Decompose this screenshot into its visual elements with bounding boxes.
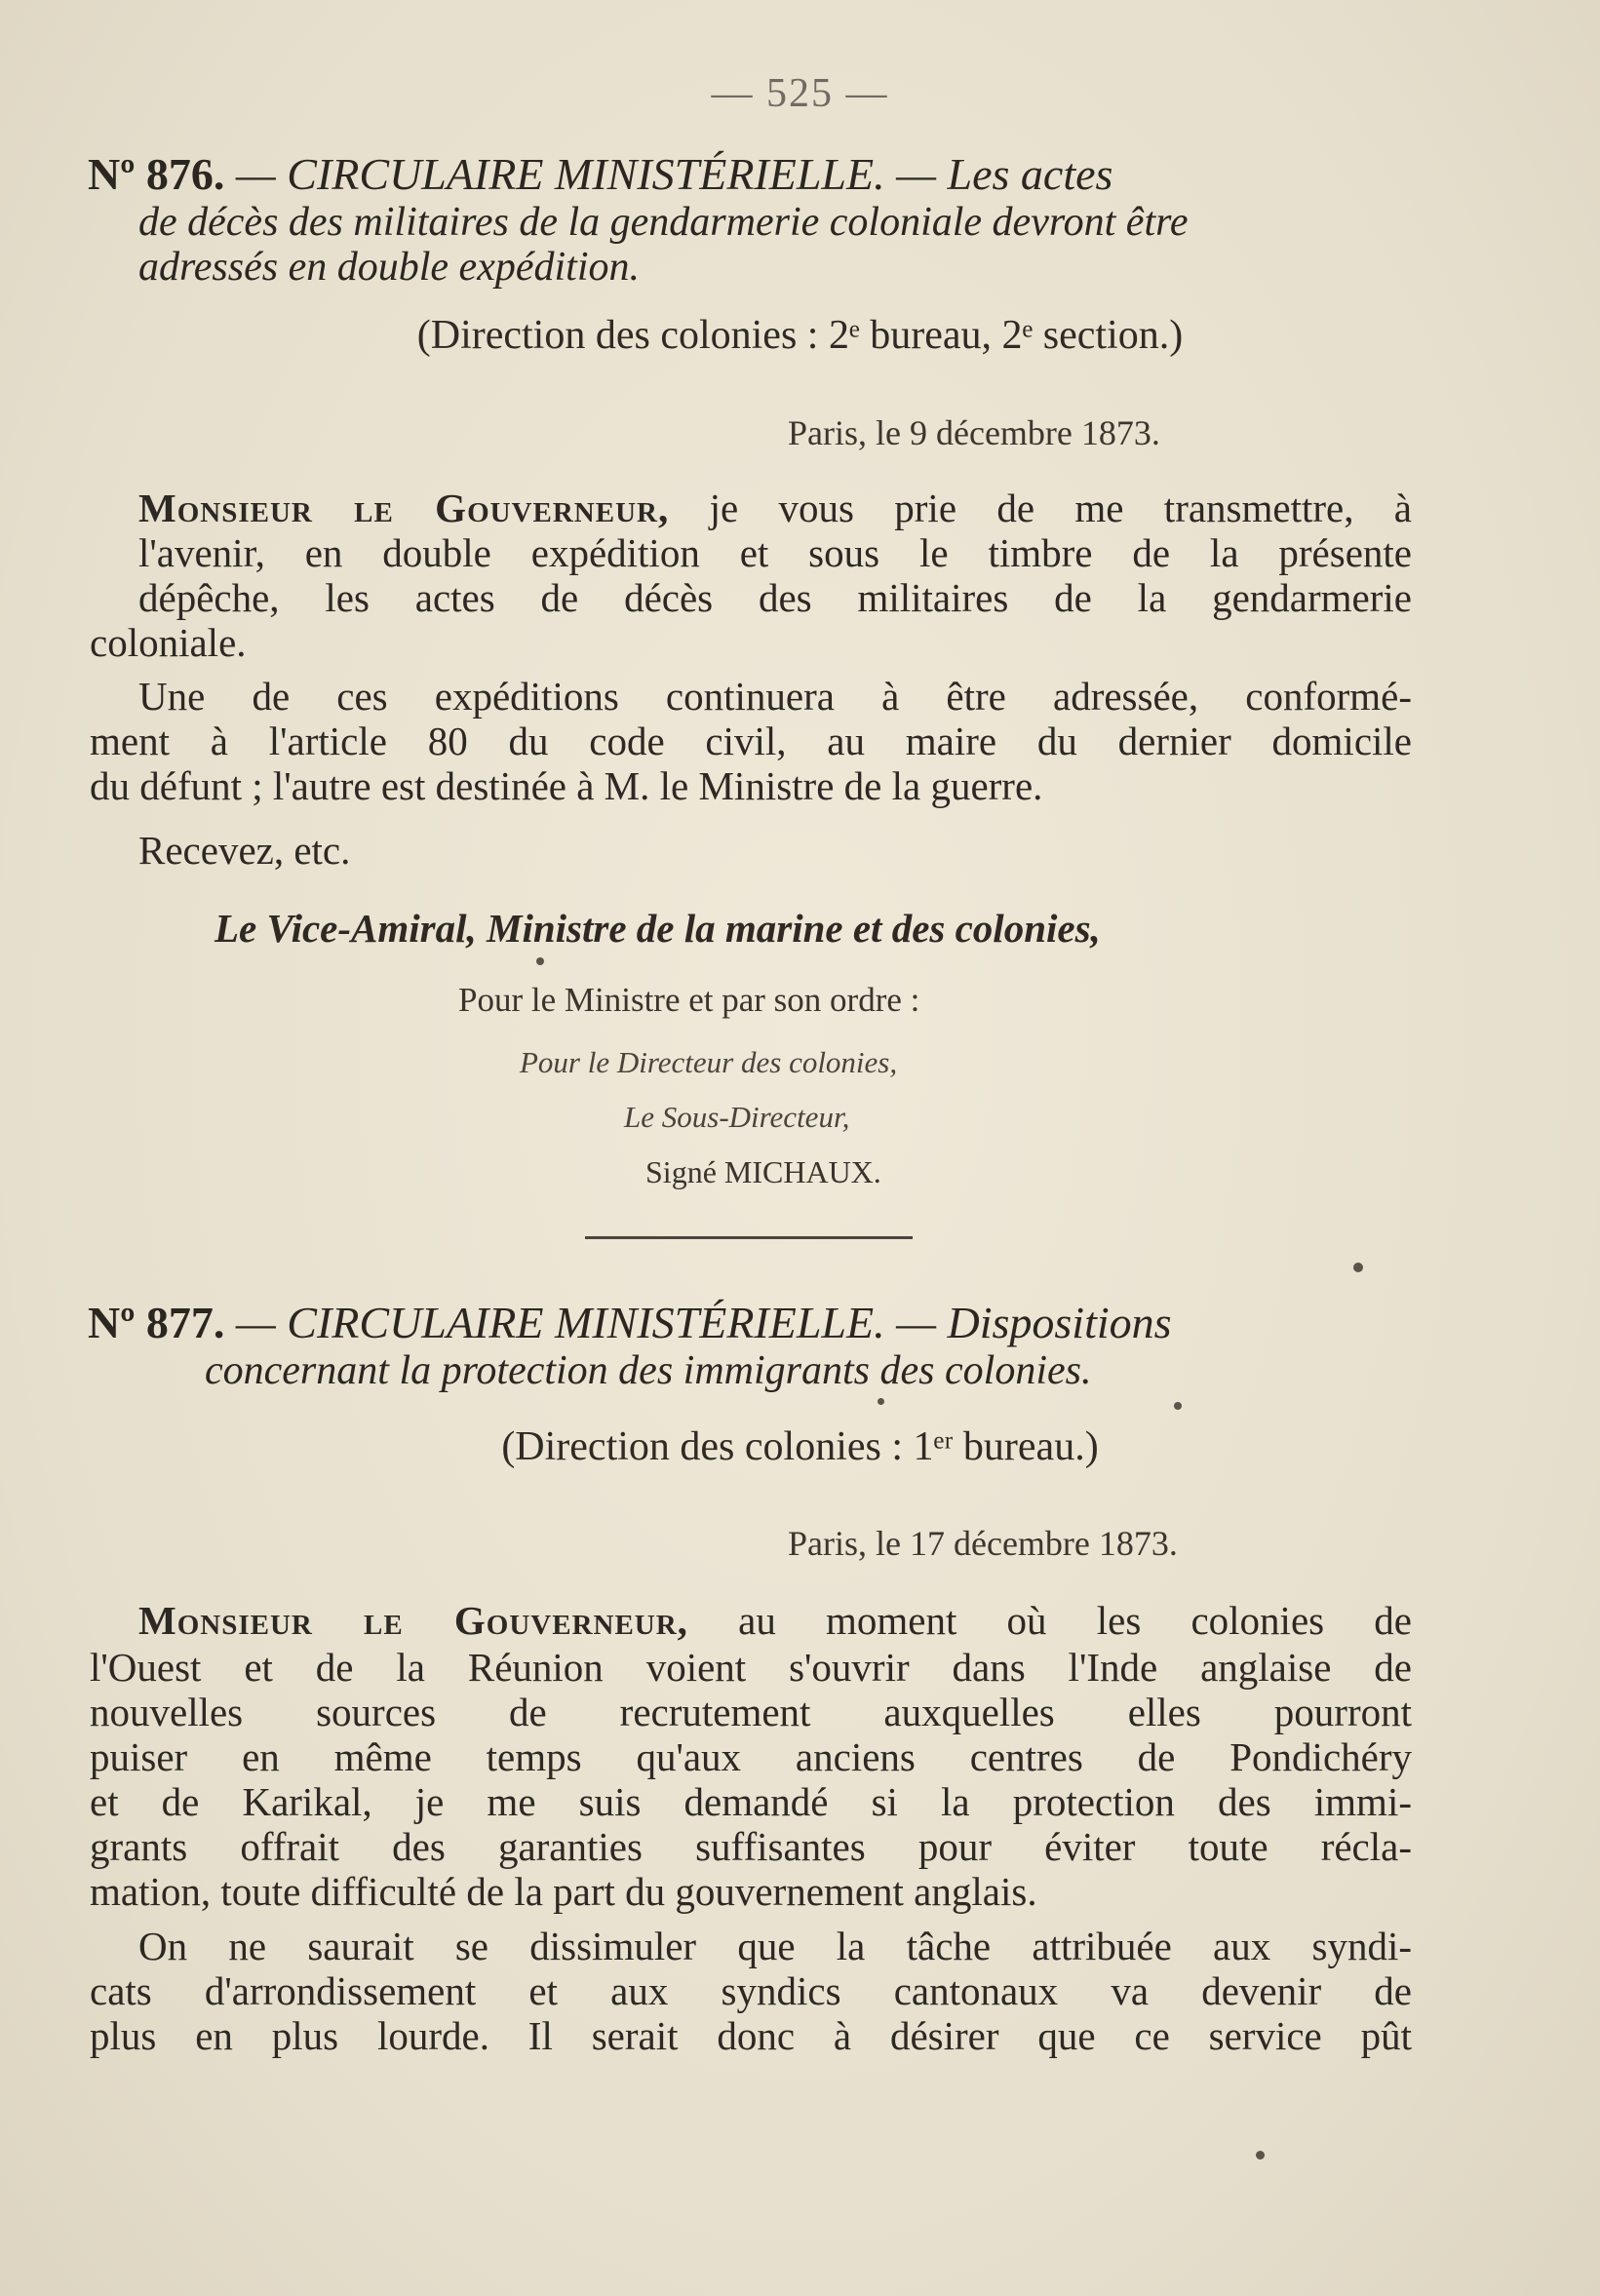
signature-minister: Le Vice-Amiral, Ministre de la marine et des colonies, bbox=[215, 906, 1101, 951]
entry-876-direction: (Direction des colonies : 2ᵉ bureau, 2ᵉ section.) bbox=[416, 313, 1184, 358]
page-number: — 525 — bbox=[711, 71, 889, 116]
entry-877-title-line2: concernant la protection des immigrants des colonies. bbox=[205, 1348, 1092, 1393]
entry-877-p1-line7: mation, toute difficulté de la part du gouvernement anglais. bbox=[90, 1869, 1037, 1914]
entry-876-p2-line1: Une de ces expéditions continuera à être adressée, conformé- bbox=[138, 674, 1412, 719]
entry-877-p1-line5: et de Karikal, je me suis demandé si la protection des immi- bbox=[90, 1779, 1412, 1824]
entry-877-p1-line4: puiser en même temps qu'aux anciens centres de Pondichéry bbox=[90, 1734, 1412, 1779]
ink-speck bbox=[1256, 2151, 1265, 2160]
entry-876-salutation: Monsieur le Gouverneur, bbox=[138, 486, 670, 530]
entry-877-p2-line2: cats d'arrondissement et aux syndics cantonaux va devenir de bbox=[90, 1968, 1412, 2013]
section-divider bbox=[585, 1236, 913, 1239]
signature-name: Signé MICHAUX. bbox=[645, 1154, 881, 1189]
entry-876-number: Nº 876. bbox=[88, 149, 225, 199]
entry-877-salutation: Monsieur le Gouverneur, bbox=[138, 1598, 688, 1643]
entry-877-p1-line1 bbox=[138, 1597, 1412, 1644]
ink-speck bbox=[1174, 1402, 1182, 1410]
entry-876-p1-line1-text: je vous prie de me transmettre, à bbox=[709, 486, 1412, 530]
signature-subdirector: Le Sous-Directeur, bbox=[624, 1100, 850, 1134]
entry-877-p1-line6: grants offrait des garanties suffisantes pour éviter toute récla- bbox=[90, 1824, 1412, 1869]
ink-speck bbox=[1353, 1263, 1363, 1272]
signature-order: Pour le Ministre et par son ordre : bbox=[458, 981, 920, 1019]
entry-877-p2-line3: plus en plus lourde. Il serait donc à désirer que ce service pût bbox=[90, 2013, 1412, 2058]
entry-876-title-line3: adressés en double expédition. bbox=[138, 245, 640, 290]
entry-876-date: Paris, le 9 décembre 1873. bbox=[788, 413, 1160, 452]
entry-877-number: Nº 877. bbox=[88, 1298, 225, 1347]
ink-speck bbox=[536, 957, 544, 965]
entry-876-p2-line3: du défunt ; l'autre est destinée à M. le Ministre de la guerre. bbox=[90, 763, 1043, 808]
signature-director: Pour le Directeur des colonies, bbox=[520, 1045, 898, 1079]
entry-876-p1-line4: coloniale. bbox=[90, 620, 247, 665]
entry-876-p1-line2: l'avenir, en double expédition et sous le timbre de la présente bbox=[138, 530, 1412, 575]
entry-877-direction: (Direction des colonies : 1ᵉʳ bureau.) bbox=[501, 1424, 1099, 1469]
entry-876-title-text: — CIRCULAIRE MINISTÉRIELLE. — Les actes bbox=[235, 149, 1113, 199]
entry-877-p1-line2: l'Ouest et de la Réunion voient s'ouvrir dans l'Inde anglaise de bbox=[90, 1645, 1412, 1690]
entry-876-p1-line1 bbox=[138, 485, 1412, 531]
entry-877-p2-line1: On ne saurait se dissimuler que la tâche attribuée aux syndi- bbox=[138, 1924, 1412, 1968]
entry-877-title-text: — CIRCULAIRE MINISTÉRIELLE. — Dispositions bbox=[235, 1298, 1172, 1347]
entry-876-closing: Recevez, etc. bbox=[138, 828, 351, 873]
entry-876-title-line2: de décès des militaires de la gendarmerie coloniale devront être bbox=[138, 200, 1189, 245]
entry-877-date: Paris, le 17 décembre 1873. bbox=[788, 1524, 1178, 1563]
entry-876-p1-line3: dépêche, les actes de décès des militaires de la gendarmerie bbox=[138, 575, 1412, 620]
entry-876-p2-line2: ment à l'article 80 du code civil, au maire du dernier domicile bbox=[90, 719, 1412, 763]
ink-speck bbox=[878, 1398, 884, 1405]
entry-877-title-line1 bbox=[88, 1297, 1172, 1348]
entry-877-p1-line3: nouvelles sources de recrutement auxquelles elles pourront bbox=[90, 1690, 1412, 1734]
entry-876-title-line1 bbox=[88, 148, 1112, 200]
entry-877-p1-line1-text: au moment où les colonies de bbox=[738, 1598, 1412, 1643]
